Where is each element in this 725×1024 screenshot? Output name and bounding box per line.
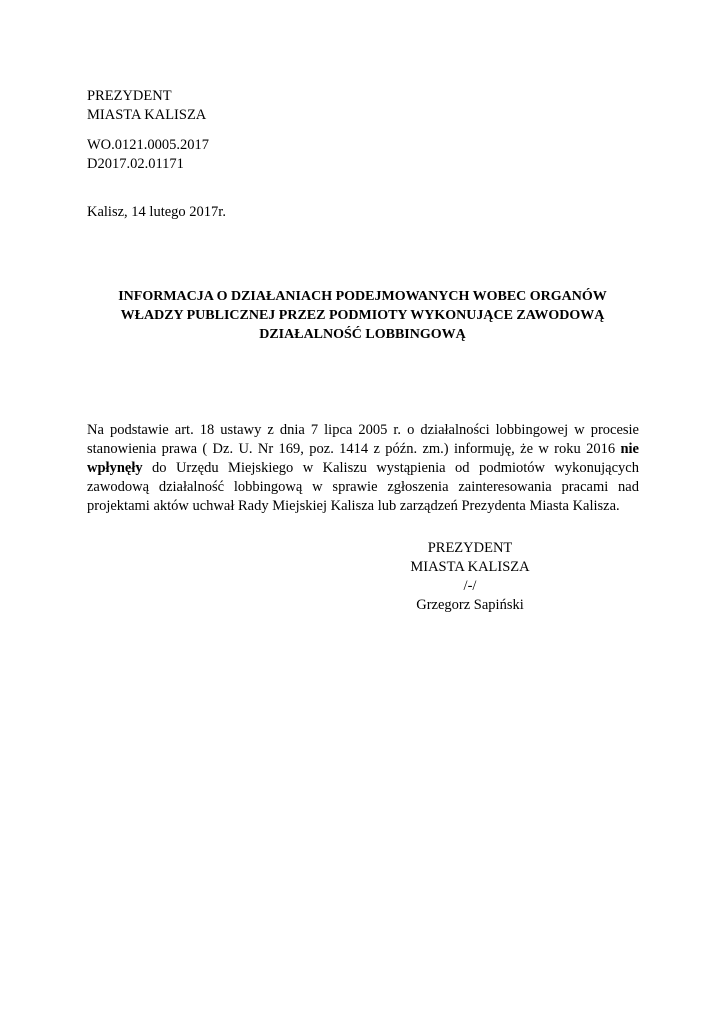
document-number: D2017.02.01171 bbox=[87, 156, 184, 172]
paragraph bbox=[87, 421, 639, 516]
case-number: WO.0121.0005.2017 bbox=[87, 137, 210, 153]
signature-city: MIASTA KALISZA bbox=[410, 559, 530, 575]
paragraph-part-1: Na podstawie art. 18 ustawy z dnia 7 lipca 2005 r. o działalności lobbingowej w procesie stanowienia prawa ( Dz. U. Nr 169, poz. 1414 z późn. zm.) informuję, że w roku 2016 bbox=[87, 422, 639, 457]
paragraph-emphasis: nie wpłynęły bbox=[87, 441, 639, 476]
title-line-1: INFORMACJA O DZIAŁANIACH PODEJMOWANYCH WOBEC ORGANÓW bbox=[118, 289, 607, 304]
signature-mark: /-/ bbox=[463, 578, 477, 594]
place-and-date: Kalisz, 14 lutego 2017r. bbox=[87, 204, 226, 220]
document-title bbox=[87, 287, 638, 344]
issuer-header bbox=[87, 87, 206, 125]
title-line-3: DZIAŁALNOŚĆ LOBBINGOWĄ bbox=[259, 327, 466, 342]
signature-title: PREZYDENT bbox=[427, 540, 513, 556]
paragraph-part-2: do Urzędu Miejskiego w Kaliszu wystąpienia od podmiotów wykonujących zawodową działalność lobbingową w sprawie zgłoszenia zainteresowania pracami nad projektami aktów uchwał Rady Miejskiej Kalisza lub zarządzeń Prezydenta Miasta Kalisza. bbox=[87, 460, 639, 514]
body-paragraph bbox=[87, 421, 639, 516]
reference-numbers bbox=[87, 136, 209, 174]
issuer-city: MIASTA KALISZA bbox=[87, 107, 207, 123]
signatory-name: Grzegorz Sapiński bbox=[416, 597, 524, 613]
signature-block bbox=[400, 539, 540, 615]
title-line-2: WŁADZY PUBLICZNEJ PRZEZ PODMIOTY WYKONUJĄCE ZAWODOWĄ bbox=[120, 308, 605, 323]
issuer-title: PREZYDENT bbox=[87, 88, 172, 104]
